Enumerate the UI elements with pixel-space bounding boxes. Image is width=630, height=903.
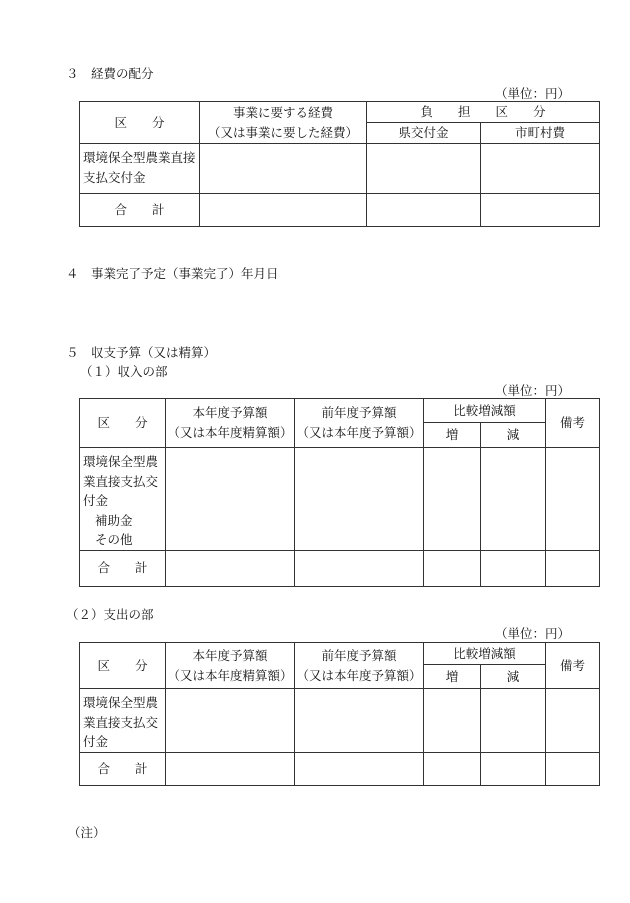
expense-cell-decrease [481,689,546,753]
expense-total-current [166,752,295,785]
expense-header-prev-line1: 前年度予算額 [321,647,397,663]
header-category: 区 分 [80,102,200,144]
row-total-label: 合 計 [80,194,200,227]
income-header-decrease: 減 [481,423,546,448]
income-header-increase: 増 [424,423,481,448]
expense-cell-remarks [546,689,600,753]
income-header-current-line2: （又は本年度精算額） [167,425,293,440]
cell-city [481,144,600,194]
income-subheading: （１）収入の部 [80,364,168,379]
income-total-decrease [481,550,546,586]
header-pref-grant: 県交付金 [367,123,481,144]
expense-cell-prev [295,689,424,753]
section3-heading: ３ 経費の配分 [66,66,154,81]
income-row-other: その他 [95,532,133,547]
row-grant-label [80,144,200,194]
expense-row-total-label: 合 計 [80,752,166,785]
expense-header-decrease: 減 [481,665,546,689]
income-cell-increase [424,448,481,551]
section3-unit: （単位：円） [495,86,571,101]
income-header-prev [295,399,424,448]
expense-header-prev [295,643,424,689]
cell-total-city [481,194,600,227]
note-label: （注） [68,825,106,840]
expense-cell-increase [424,689,481,753]
row-grant-line2: 支払交付金 [83,170,146,185]
expenditure-table [79,642,600,786]
income-header-prev-line2: （又は本年度予算額） [296,425,422,440]
income-header-remarks: 備考 [546,399,600,448]
income-table [79,398,600,587]
expense-row-line3: 付金 [83,734,109,749]
expense-allocation-table [79,101,600,227]
cell-expense [200,144,367,194]
income-header-prev-line1: 前年度予算額 [321,405,397,420]
header-expense-line1: 事業に要する経費 [232,104,333,120]
expense-row-line1: 環境保全型農 [83,695,159,710]
cell-total-expense [200,194,367,227]
expense-header-current-line1: 本年度予算額 [192,647,268,663]
income-row-grant-label [80,448,166,551]
income-row-total-label: 合 計 [80,550,166,586]
expense-total-decrease [481,752,546,785]
header-expense-line2: （又は事業に要した経費） [207,124,358,140]
expense-header-prev-line2: （又は本年度予算額） [296,667,422,683]
income-row-line2: 業直接支払交 [83,473,159,489]
income-total-remarks [546,550,600,586]
income-header-current-line1: 本年度予算額 [192,405,268,420]
cell-pref [367,144,481,194]
expense-header-category: 区 分 [80,643,166,689]
income-cell-current [166,448,295,551]
header-city-cost: 市町村費 [481,123,600,144]
section4-heading: ４ 事業完了予定（事業完了）年月日 [66,266,279,281]
expense-header-compare: 比較増減額 [424,643,546,665]
income-cell-remarks [546,448,600,551]
expense-row-line2: 業直接支払交 [83,714,159,730]
income-header-current [166,399,295,448]
income-total-increase [424,550,481,586]
expense-header-current [166,643,295,689]
header-burden: 負 担 区 分 [367,102,600,123]
income-total-prev [295,550,424,586]
income-row-line1: 環境保全型農 [83,454,159,469]
expense-header-current-line2: （又は本年度精算額） [167,667,293,683]
header-expense [200,102,367,144]
income-row-subsidy: 補助金 [95,512,133,528]
expense-header-increase: 増 [424,665,481,689]
income-header-category: 区 分 [80,399,166,448]
expense-row-grant-label [80,689,166,753]
income-total-current [166,550,295,586]
expense-total-increase [424,752,481,785]
cell-total-pref [367,194,481,227]
income-header-compare: 比較増減額 [424,399,546,423]
section5-heading: ５ 収支予算（又は精算） [66,345,217,360]
row-grant-line1: 環境保全型農業直接 [83,150,196,165]
expense-cell-current [166,689,295,753]
income-cell-decrease [481,448,546,551]
expense-subheading: （２）支出の部 [66,607,154,622]
expense-header-remarks: 備考 [546,643,600,689]
expense-total-remarks [546,752,600,785]
income-unit: （単位：円） [495,383,571,398]
income-cell-prev [295,448,424,551]
income-row-line3: 付金 [83,493,109,508]
expense-total-prev [295,752,424,785]
expense-unit: （単位：円） [495,626,571,641]
